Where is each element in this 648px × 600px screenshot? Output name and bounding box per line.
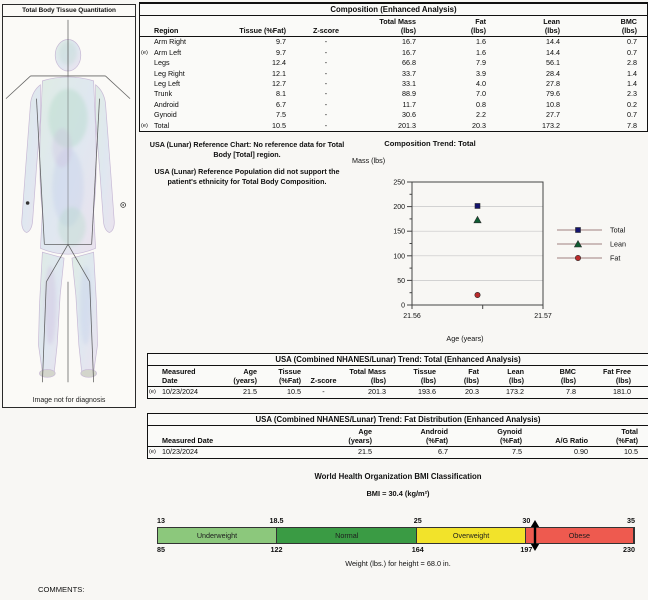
table-cell: Tissue — [413, 367, 436, 376]
table-cell: 2.3 — [627, 89, 637, 99]
table-cell — [148, 367, 160, 376]
table-cell: 173.2 — [506, 387, 524, 397]
table-row — [140, 110, 647, 120]
table-row — [140, 121, 647, 131]
reference-notes — [143, 140, 351, 194]
svg-text:0: 0 — [401, 302, 405, 310]
table-cell: 10.8 — [546, 99, 560, 109]
table-cell: 12.4 — [272, 58, 286, 68]
table-cell — [531, 427, 597, 436]
chart-title: Composition Trend: Total — [384, 139, 476, 148]
table-cell: 3.9 — [476, 68, 486, 78]
composition-table-title: Composition (Enhanced Analysis) — [140, 4, 647, 16]
table-cell: 1.6 — [476, 47, 486, 57]
table-cell: Android — [154, 99, 179, 109]
table-row — [140, 89, 647, 99]
table-cell: 1.4 — [627, 79, 637, 89]
table-cell: (lbs) — [420, 376, 436, 386]
table-cell — [148, 376, 160, 385]
table-cell: 8.1 — [276, 89, 286, 99]
table-cell — [140, 69, 152, 79]
table-cell: (e) — [141, 122, 148, 129]
table-cell: 12.7 — [272, 79, 286, 89]
table-cell: 88.9 — [402, 89, 416, 99]
table-row — [140, 69, 647, 79]
svg-text:50: 50 — [397, 278, 405, 285]
table-row — [140, 48, 647, 58]
table-cell: Measured — [162, 367, 196, 376]
table-cell: 2.2 — [476, 110, 486, 120]
chart-legend — [557, 226, 626, 263]
table-cell: Age — [243, 367, 257, 376]
table-row — [148, 387, 648, 397]
table-cell: 193.6 — [418, 387, 436, 397]
table-cell: 2.8 — [627, 58, 637, 68]
table-cell: 14.4 — [546, 37, 560, 47]
table-cell: - — [324, 47, 328, 57]
bmi-tick: 25 — [413, 516, 422, 525]
table-cell: (years) — [233, 376, 257, 386]
table-cell: - — [324, 89, 328, 99]
table-cell: 21.5 — [358, 447, 372, 457]
table-row — [148, 376, 648, 385]
table-cell: 10.5 — [272, 120, 286, 130]
bmi-weight-row — [157, 545, 635, 555]
table-cell: 27.7 — [546, 110, 560, 120]
table-cell: 201.3 — [368, 387, 386, 397]
body-scan-panel — [2, 4, 136, 408]
fat-distribution-title: USA (Combined NHANES/Lunar) Trend: Fat Distribution (Enhanced Analysis) — [148, 414, 648, 426]
table-cell: Z-score — [310, 376, 337, 386]
table-cell — [140, 26, 152, 35]
svg-text:150: 150 — [393, 228, 405, 236]
table-row — [148, 427, 648, 436]
table-cell: Date — [162, 376, 178, 386]
table-cell: Arm Left — [154, 47, 182, 57]
table-cell: 1.4 — [627, 68, 637, 78]
table-cell: (lbs) — [544, 26, 560, 36]
table-cell — [160, 427, 265, 436]
y-tick-labels — [393, 180, 405, 310]
table-cell: (e) — [149, 389, 156, 396]
weight-tick: 85 — [157, 545, 165, 554]
table-cell: (%Fat) — [426, 436, 448, 446]
trend-total-body — [148, 387, 648, 397]
table-cell: - — [324, 110, 328, 120]
table-cell: (lbs) — [370, 376, 386, 386]
bmi-segment-normal — [277, 528, 417, 543]
segment-label: Overweight — [452, 531, 490, 540]
table-cell: 30.6 — [402, 110, 416, 120]
table-row — [148, 447, 648, 457]
table-cell: (lbs) — [621, 26, 637, 36]
table-cell: 9.7 — [276, 47, 286, 57]
table-cell: Legs — [154, 58, 170, 68]
bmi-section-title: World Health Organization BMI Classification — [314, 472, 482, 481]
table-cell: Total Mass — [379, 17, 416, 26]
table-cell: 16.7 — [402, 37, 416, 47]
table-cell: Gynoid — [154, 110, 177, 120]
composition-table-body — [140, 37, 647, 131]
table-cell: 10/23/2024 — [162, 447, 198, 457]
segment-label: Obese — [568, 531, 590, 540]
table-cell: 33.7 — [402, 68, 416, 78]
table-cell: Region — [154, 26, 179, 36]
trend-total-header — [148, 366, 648, 387]
table-cell — [232, 17, 294, 26]
table-cell: Gynoid — [497, 427, 522, 436]
table-cell: 7.8 — [627, 120, 637, 130]
table-cell: 12.1 — [272, 68, 286, 78]
weight-tick: 230 — [623, 545, 635, 554]
table-cell: (lbs) — [470, 26, 486, 36]
table-cell: 7.9 — [476, 58, 486, 68]
table-cell: (lbs) — [400, 26, 416, 36]
table-cell: 10/23/2024 — [162, 387, 198, 397]
table-cell: 10.5 — [624, 447, 638, 457]
weight-tick: 197 — [520, 545, 533, 554]
table-cell: 66.8 — [402, 58, 416, 68]
table-cell: 7.0 — [476, 89, 486, 99]
table-cell: 28.4 — [546, 68, 560, 78]
weight-tick: 122 — [270, 545, 283, 554]
table-cell: - — [324, 37, 328, 47]
segment-label: Normal — [335, 531, 359, 540]
table-cell: 79.6 — [546, 89, 560, 99]
bmi-color-bar — [157, 527, 635, 544]
table-cell: 56.1 — [546, 58, 560, 68]
legend-total-label: Total — [610, 225, 626, 235]
table-cell: Fat — [468, 367, 479, 376]
table-cell: 16.7 — [402, 47, 416, 57]
svg-text:21.56: 21.56 — [403, 313, 421, 320]
legend-fat-label: Fat — [610, 253, 621, 263]
table-cell: 0.90 — [574, 447, 588, 457]
table-cell: 6.7 — [276, 99, 286, 109]
table-cell: 181.0 — [613, 387, 631, 397]
table-cell — [140, 100, 152, 110]
table-cell: 20.3 — [465, 387, 479, 397]
legend-total-marker — [576, 228, 581, 233]
composition-table — [139, 2, 648, 132]
bmi-segment-obese — [526, 528, 634, 543]
table-cell: Fat Free — [603, 367, 631, 376]
table-cell: Arm Right — [154, 37, 186, 47]
segment-label: Underweight — [196, 531, 238, 540]
bmi-segment-overweight — [417, 528, 525, 543]
lean-point — [474, 216, 481, 222]
table-cell: 0.2 — [627, 99, 637, 109]
legend-fat-marker — [575, 255, 580, 260]
table-cell: Leg Left — [154, 79, 180, 89]
chart-x-axis-label: Age (years) — [446, 334, 484, 343]
table-cell: A/G Ratio — [555, 436, 588, 446]
table-cell: 0.7 — [627, 47, 637, 57]
table-cell: (lbs) — [615, 376, 631, 386]
table-cell: - — [322, 387, 325, 397]
table-cell: (%Fat) — [279, 376, 301, 386]
table-cell: Fat — [475, 17, 486, 26]
table-cell: (e) — [149, 449, 156, 456]
bmi-tick: 35 — [627, 516, 635, 525]
table-row — [140, 26, 647, 35]
table-cell: (lbs) — [560, 376, 576, 386]
table-cell: Z-score — [313, 26, 339, 36]
table-row — [140, 58, 647, 68]
table-cell: (%Fat) — [500, 436, 522, 446]
table-cell: - — [324, 99, 328, 109]
reference-note-1: USA (Lunar) Reference Chart: No reference data for Total Body [Total] region. — [149, 140, 345, 160]
table-cell: Trunk — [154, 89, 173, 99]
table-cell: 4.0 — [476, 79, 486, 89]
bmi-segment-underweight — [158, 528, 277, 543]
table-cell: (lbs) — [463, 376, 479, 386]
table-cell: 0.8 — [476, 99, 486, 109]
table-row — [140, 100, 647, 110]
total-point — [475, 203, 480, 208]
svg-text:100: 100 — [393, 253, 405, 261]
table-cell — [148, 427, 160, 436]
reference-note-2: USA (Lunar) Reference Population did not support the patient's ethnicity for Total Body Composition. — [154, 166, 340, 187]
table-cell: Total Mass — [349, 367, 386, 376]
table-cell: BMC — [620, 17, 637, 26]
table-cell: Total — [621, 427, 638, 436]
plot-frame — [412, 182, 543, 305]
table-cell: 0.7 — [627, 37, 637, 47]
composition-table-header — [140, 16, 647, 37]
trend-total-title: USA (Combined NHANES/Lunar) Trend: Total (Enhanced Analysis) — [148, 354, 648, 366]
scan-disclaimer: Image not for diagnosis — [32, 397, 106, 404]
table-cell: Tissue (%Fat) — [239, 26, 286, 36]
trend-total-table — [147, 353, 648, 399]
fat-distribution-header — [148, 426, 648, 447]
table-cell: Lean — [543, 17, 560, 26]
bmi-caption: Weight (lbs.) for height = 68.0 in. — [345, 559, 451, 568]
svg-text:200: 200 — [393, 204, 405, 212]
table-row — [140, 79, 647, 89]
table-cell: 10.5 — [287, 387, 301, 397]
table-cell: Android — [420, 427, 448, 436]
table-cell: 7.5 — [512, 447, 522, 457]
bmi-tick-row — [157, 516, 635, 526]
table-cell — [140, 79, 152, 89]
table-cell: - — [324, 79, 328, 89]
table-cell: (years) — [348, 436, 372, 446]
comments-label: COMMENTS: — [38, 585, 85, 594]
table-cell: 6.7 — [438, 447, 448, 457]
table-cell: 7.5 — [276, 110, 286, 120]
table-cell: 173.2 — [542, 120, 560, 130]
table-cell: Tissue — [278, 367, 301, 376]
table-cell — [152, 17, 232, 26]
svg-text:250: 250 — [393, 179, 405, 187]
table-cell: 201.3 — [398, 120, 416, 130]
data-points — [474, 203, 481, 297]
bmi-tick: 30 — [522, 516, 531, 525]
table-cell: 7.8 — [566, 387, 576, 397]
table-cell — [306, 367, 341, 376]
bmi-tick: 18.5 — [269, 516, 284, 525]
table-cell: 0.7 — [627, 110, 637, 120]
table-cell: (lbs) — [508, 376, 524, 386]
bmi-tick: 13 — [157, 516, 165, 525]
table-cell: 11.7 — [402, 99, 416, 109]
bmi-value: BMI = 30.4 (kg/m²) — [366, 489, 430, 498]
table-cell: 9.7 — [276, 37, 286, 47]
table-cell: - — [324, 68, 328, 78]
chart-y-axis-label: Mass (lbs) — [352, 156, 386, 165]
fat-distribution-body — [148, 447, 648, 457]
svg-text:21.57: 21.57 — [534, 313, 552, 320]
table-cell: Lean — [507, 367, 524, 376]
fat-point — [475, 292, 480, 297]
table-cell — [140, 110, 152, 120]
y-axis-ticks — [407, 182, 543, 309]
table-cell: - — [324, 120, 328, 130]
body-scan-image — [3, 17, 133, 389]
legend-lean-label: Lean — [610, 239, 626, 249]
table-row — [148, 436, 648, 445]
table-cell: 14.4 — [546, 47, 560, 57]
table-cell: BMC — [559, 367, 576, 376]
table-cell — [294, 17, 358, 26]
table-cell: 33.1 — [402, 79, 416, 89]
table-cell: 21.5 — [243, 387, 257, 397]
table-cell — [148, 436, 160, 445]
composition-trend-plot — [340, 168, 648, 330]
table-cell: 1.6 — [476, 37, 486, 47]
scan-panel-title: Total Body Tissue Quantitation — [3, 5, 135, 17]
table-cell: Measured Date — [162, 436, 214, 446]
table-cell — [140, 89, 152, 99]
table-cell: Age — [358, 427, 372, 436]
table-cell — [140, 58, 152, 68]
table-row — [148, 367, 648, 376]
table-row — [140, 17, 647, 26]
fat-distribution-table — [147, 413, 648, 459]
table-cell: 27.8 — [546, 79, 560, 89]
table-cell — [140, 37, 152, 47]
table-cell: Total — [154, 120, 170, 130]
weight-tick: 164 — [411, 545, 424, 554]
table-cell: Leg Right — [154, 68, 185, 78]
table-cell — [140, 17, 152, 26]
bmi-scale — [157, 516, 635, 555]
table-cell: (e) — [141, 49, 148, 56]
table-cell: - — [324, 58, 328, 68]
table-cell: 20.3 — [472, 120, 486, 130]
table-cell: (%Fat) — [616, 436, 638, 446]
table-row — [140, 37, 647, 47]
x-tick-labels — [403, 313, 552, 320]
